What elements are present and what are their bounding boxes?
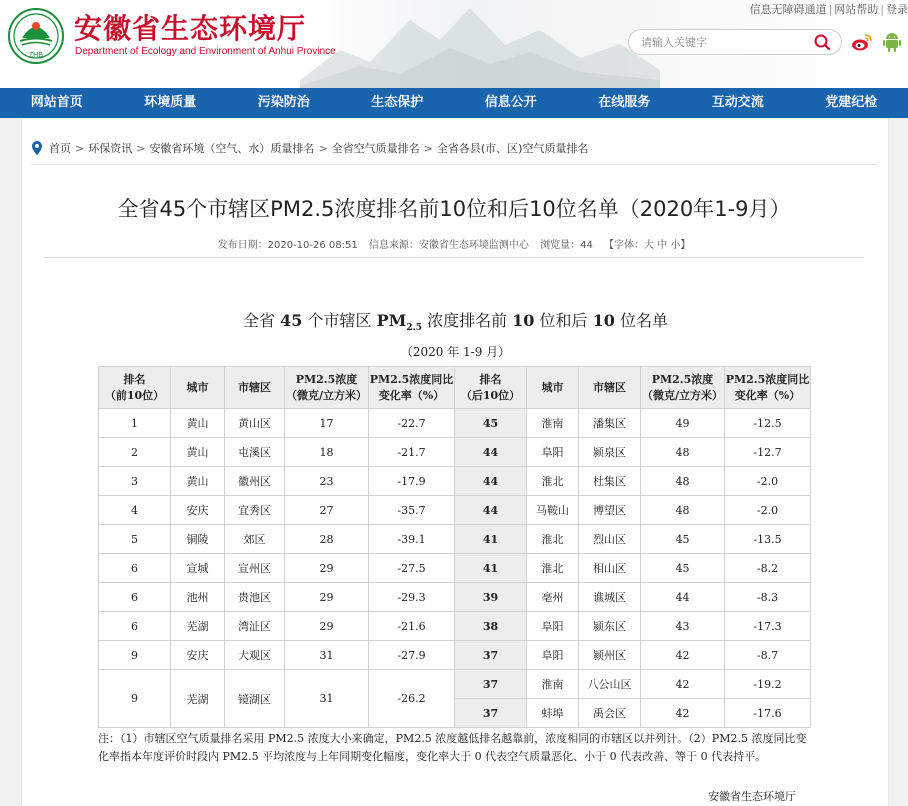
table-cell: 宜秀区 xyxy=(225,496,285,525)
table-cell: 颍州区 xyxy=(579,641,641,670)
table-cell: 45 xyxy=(641,525,725,554)
document-subtitle: （2020 年 1-9 月） xyxy=(400,345,511,359)
table-cell: 八公山区 xyxy=(579,670,641,699)
table-cell: 黄山 xyxy=(171,409,225,438)
table-cell: -17.3 xyxy=(725,612,811,641)
table-cell: 马鞍山 xyxy=(527,496,579,525)
weibo-icon[interactable] xyxy=(851,32,873,52)
nav-item-interaction[interactable]: 互动交流 xyxy=(711,95,764,110)
table-cell: 27 xyxy=(285,496,369,525)
header-rank-top: 排名 （前10位） xyxy=(99,367,171,409)
table-cell: 阜阳 xyxy=(527,641,579,670)
table-row xyxy=(99,409,811,438)
table-cell: -29.3 xyxy=(369,583,455,612)
table-cell: 44 xyxy=(641,583,725,612)
table-cell: -8.3 xyxy=(725,583,811,612)
table-cell: 芜湖 xyxy=(171,612,225,641)
table-header-row xyxy=(99,367,811,409)
table-cell: -39.1 xyxy=(369,525,455,554)
table-cell: -26.2 xyxy=(369,670,455,728)
table-cell: 42 xyxy=(641,699,725,728)
table-cell: 37 xyxy=(455,670,527,699)
table-cell: 31 xyxy=(285,641,369,670)
table-cell: -27.5 xyxy=(369,554,455,583)
table-cell: 45 xyxy=(455,409,527,438)
table-cell: 淮南 xyxy=(527,409,579,438)
accessibility-link[interactable]: 信息无障碍通道 xyxy=(749,3,827,16)
table-cell: 29 xyxy=(285,612,369,641)
article-meta xyxy=(21,236,887,251)
table-cell: 2 xyxy=(99,438,171,467)
table-cell: 阜阳 xyxy=(527,438,579,467)
table-cell: 蚌埠 xyxy=(527,699,579,728)
table-cell: 37 xyxy=(455,699,527,728)
mountain-banner-image xyxy=(300,0,660,88)
header-pm-conc: PM2.5浓度 （微克/立方米） xyxy=(641,367,725,409)
table-cell: -2.0 xyxy=(725,496,811,525)
site-name-en: Department of Ecology and Environment of Anhui Province xyxy=(75,46,336,57)
table-cell: 28 xyxy=(285,525,369,554)
table-cell: 42 xyxy=(641,670,725,699)
ranking-table xyxy=(98,366,811,728)
table-cell: 芜湖 xyxy=(171,670,225,728)
android-icon[interactable] xyxy=(882,31,902,53)
table-cell: 相山区 xyxy=(579,554,641,583)
table-cell: 4 xyxy=(99,496,171,525)
login-link[interactable]: 登录 xyxy=(886,3,908,16)
table-cell: -21.6 xyxy=(369,612,455,641)
header-pm-change: PM2.5浓度同比 变化率（%） xyxy=(725,367,811,409)
table-cell: 杜集区 xyxy=(579,467,641,496)
breadcrumb-ranking[interactable]: 安徽省环境（空气、水）质量排名 xyxy=(149,142,315,155)
site-name[interactable]: 安徽省生态环境厅 xyxy=(74,12,307,45)
table-cell: 颍东区 xyxy=(579,612,641,641)
table-cell: 亳州 xyxy=(527,583,579,612)
header-pm-change: PM2.5浓度同比 变化率（%） xyxy=(369,367,455,409)
header-district: 市辖区 xyxy=(579,367,641,409)
table-cell: 48 xyxy=(641,438,725,467)
table-cell: 44 xyxy=(455,496,527,525)
header-city: 城市 xyxy=(171,367,225,409)
table-row xyxy=(99,525,811,554)
table-cell: 黄山 xyxy=(171,467,225,496)
zhb-emblem-logo[interactable] xyxy=(8,8,64,64)
table-cell: 9 xyxy=(99,641,171,670)
table-cell: 6 xyxy=(99,554,171,583)
breadcrumb: 首页 > 环保资讯 > 安徽省环境（空气、水）质量排名 > 全省空气质量排名 > 全省各县(市、区)空气质量排名 xyxy=(31,140,588,156)
table-row xyxy=(99,641,811,670)
table-cell: -8.2 xyxy=(725,554,811,583)
table-cell: 49 xyxy=(641,409,725,438)
table-cell: 43 xyxy=(641,612,725,641)
table-cell: 42 xyxy=(641,641,725,670)
nav-item-party[interactable]: 党建纪检 xyxy=(825,95,878,110)
table-cell: 安庆 xyxy=(171,496,225,525)
document-note: 注：（1）市辖区空气质量排名采用 PM2.5 浓度大小来确定，PM2.5 浓度越低排名越靠前，浓度相同的市辖区以并列计。（2）PM2.5 浓度同比变化率指本年度评价时段内 PM2.5 平均浓度与上年同期变化幅度，变化率大于 0 代表空气质量恶化、小于 0 代表改善、等于 0 代表持平。 xyxy=(98,732,807,763)
table-cell: 38 xyxy=(455,612,527,641)
site-header xyxy=(0,0,908,88)
page-margin-left xyxy=(0,118,21,806)
top-links: 信息无障碍通道 | 网站帮助 | 登录 xyxy=(749,3,908,16)
meta-divider xyxy=(44,257,864,258)
document-image xyxy=(98,296,813,806)
table-cell: 禹会区 xyxy=(579,699,641,728)
header-rank-bottom: 排名 （后10位） xyxy=(455,367,527,409)
table-cell: 博望区 xyxy=(579,496,641,525)
table-cell: 48 xyxy=(641,467,725,496)
table-cell: 池州 xyxy=(171,583,225,612)
publish-date: 发布日期：2020-10-26 08:51 xyxy=(217,240,358,251)
table-cell: 安庆 xyxy=(171,641,225,670)
page-margin-right xyxy=(887,118,908,806)
view-count: 浏览量：44 xyxy=(540,240,593,251)
info-source: 信息来源：安徽省生态环境监测中心 xyxy=(368,240,529,251)
font-size-switch[interactable]: 【字体：大 中 小】 xyxy=(604,240,691,251)
table-cell: -22.7 xyxy=(369,409,455,438)
breadcrumb-divider xyxy=(31,164,877,165)
breadcrumb-county-ranking[interactable]: 全省各县(市、区)空气质量排名 xyxy=(436,142,589,155)
table-cell: 39 xyxy=(455,583,527,612)
table-row xyxy=(99,496,811,525)
nav-item-eco-protection[interactable]: 生态保护 xyxy=(371,95,424,110)
table-cell: -17.9 xyxy=(369,467,455,496)
breadcrumb-news[interactable]: 环保资讯 xyxy=(88,142,133,155)
table-cell: 烈山区 xyxy=(579,525,641,554)
table-cell: -19.2 xyxy=(725,670,811,699)
search-icon[interactable] xyxy=(813,33,831,51)
table-cell: 44 xyxy=(455,438,527,467)
table-cell: 淮北 xyxy=(527,467,579,496)
nav-item-pollution-control[interactable]: 污染防治 xyxy=(257,95,310,110)
breadcrumb-air-ranking[interactable]: 全省空气质量排名 xyxy=(331,142,420,155)
header-pm-conc: PM2.5浓度 （微克/立方米） xyxy=(285,367,369,409)
table-cell: 黄山区 xyxy=(225,409,285,438)
header-city: 城市 xyxy=(527,367,579,409)
table-cell: -21.7 xyxy=(369,438,455,467)
table-cell: 5 xyxy=(99,525,171,554)
article-title: 全省45个市辖区PM2.5浓度排名前10位和后10位名单（2020年1-9月） xyxy=(117,197,791,221)
breadcrumb-home[interactable]: 首页 xyxy=(49,142,71,155)
table-row xyxy=(99,438,811,467)
table-cell: 郊区 xyxy=(225,525,285,554)
table-cell: -27.9 xyxy=(369,641,455,670)
table-cell: 谯城区 xyxy=(579,583,641,612)
table-cell: -8.7 xyxy=(725,641,811,670)
table-cell: 41 xyxy=(455,525,527,554)
table-row xyxy=(99,554,811,583)
search-box xyxy=(628,29,842,55)
emblem-text: ZHB xyxy=(29,52,43,59)
table-cell: 淮北 xyxy=(527,554,579,583)
nav-item-env-quality[interactable]: 环境质量 xyxy=(144,95,197,110)
nav-item-home[interactable]: 网站首页 xyxy=(30,95,83,110)
table-cell: 17 xyxy=(285,409,369,438)
main-nav xyxy=(0,88,908,118)
table-cell: 镜湖区 xyxy=(225,670,285,728)
table-cell: 1 xyxy=(99,409,171,438)
table-cell: -35.7 xyxy=(369,496,455,525)
document-signature: 安徽省生态环境厅 xyxy=(708,790,796,803)
table-cell: 黄山 xyxy=(171,438,225,467)
table-cell: 铜陵 xyxy=(171,525,225,554)
table-cell: 23 xyxy=(285,467,369,496)
table-cell: 淮北 xyxy=(527,525,579,554)
table-cell: 3 xyxy=(99,467,171,496)
table-row xyxy=(99,670,811,699)
table-cell: -17.6 xyxy=(725,699,811,728)
header-district: 市辖区 xyxy=(225,367,285,409)
table-cell: -13.5 xyxy=(725,525,811,554)
table-cell: -2.0 xyxy=(725,467,811,496)
table-cell: 宣州区 xyxy=(225,554,285,583)
table-cell: 大观区 xyxy=(225,641,285,670)
table-cell: 41 xyxy=(455,554,527,583)
help-link[interactable]: 网站帮助 xyxy=(834,3,879,16)
table-cell: 贵池区 xyxy=(225,583,285,612)
table-cell: 9 xyxy=(99,670,171,728)
table-cell: 阜阳 xyxy=(527,612,579,641)
location-pin-icon xyxy=(31,141,43,155)
table-cell: 29 xyxy=(285,554,369,583)
table-cell: 宣城 xyxy=(171,554,225,583)
table-row xyxy=(99,467,811,496)
search-input[interactable] xyxy=(641,33,801,51)
table-cell: 淮南 xyxy=(527,670,579,699)
table-cell: 徽州区 xyxy=(225,467,285,496)
table-row xyxy=(99,583,811,612)
table-cell: 6 xyxy=(99,583,171,612)
document-title: 全省 45 个市辖区 $PM_{2.5}$ 浓度排名前 10 位和后 10 位名单 xyxy=(243,311,668,334)
table-cell: 6 xyxy=(99,612,171,641)
table-cell: 屯溪区 xyxy=(225,438,285,467)
table-cell: 31 xyxy=(285,670,369,728)
table-cell: 48 xyxy=(641,496,725,525)
table-cell: 18 xyxy=(285,438,369,467)
table-cell: -12.5 xyxy=(725,409,811,438)
table-cell: 潘集区 xyxy=(579,409,641,438)
table-cell: 颍泉区 xyxy=(579,438,641,467)
table-cell: 29 xyxy=(285,583,369,612)
nav-item-info-disclosure[interactable]: 信息公开 xyxy=(484,95,537,110)
table-cell: 44 xyxy=(455,467,527,496)
nav-item-online-service[interactable]: 在线服务 xyxy=(598,95,651,110)
table-cell: 45 xyxy=(641,554,725,583)
table-cell: -12.7 xyxy=(725,438,811,467)
table-cell: 湾沚区 xyxy=(225,612,285,641)
table-row xyxy=(99,612,811,641)
table-cell: 37 xyxy=(455,641,527,670)
